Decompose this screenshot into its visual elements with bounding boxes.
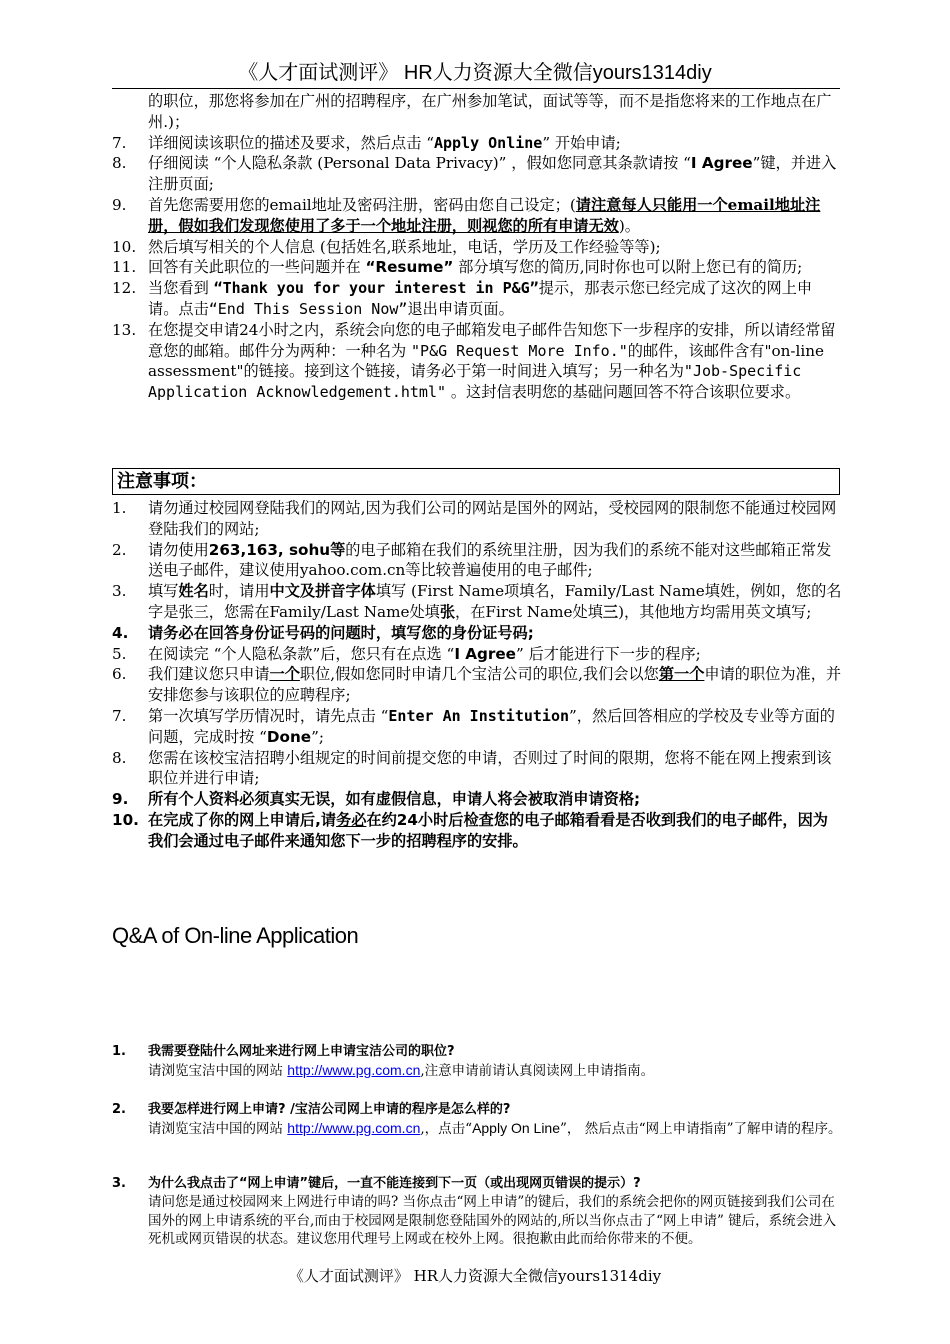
page-header: 《人才面试测评》 HR人力资源大全微信yours1314diy — [238, 62, 712, 84]
pg-website-link-2[interactable]: http://www.pg.com.cn — [287, 1120, 421, 1136]
notice-heading-box — [112, 468, 840, 495]
qa-item-1 — [112, 1043, 842, 1081]
qa-item-2 — [112, 1101, 842, 1139]
application-steps-list — [112, 91, 842, 403]
qa-question-2: 2. 我要怎样进行网上申请? /宝洁公司网上申请的程序是怎么样的? — [112, 1102, 511, 1117]
step-10: 10. 然后填写相关的个人信息 (包括姓名,联系地址，电话，学历及工作经验等等); — [112, 237, 661, 256]
notice-list — [112, 498, 842, 852]
step-6-continuation: 的职位，那您将参加在广州的招聘程序，在广州参加笔试，面试等等，而不是指您将来的工作地点在广州.)； — [148, 92, 832, 131]
step-7: 7. 详细阅读该职位的描述及要求，然后点击 “Apply Online” 开始申请; — [112, 133, 621, 152]
notice-6: 6. 我们建议您只申请一个职位,假如您同时申请几个宝洁公司的职位,我们会以您第一个申请的职位为准，并安排您参与该职位的应聘程序; — [112, 665, 842, 705]
qa-question-1: 1. 我需要登陆什么网址来进行网上申请宝洁公司的职位? — [112, 1044, 455, 1059]
qa-answer-3: 请问您是通过校园网来上网进行申请的吗? 当你点击“网上申请”的键后，我们的系统会把你的网页链接到我们公司在国外的网上申请系统的平台,而由于校园网是限制您登陆国外的网站的,所以当你点击了“网上申请” 键后，系统会进入死机或网页错误的状态。建议您用代理号上网或在校外上网。很抱歉由此而给你带来的不便。 — [148, 1194, 837, 1247]
notice-1: 1. 请勿通过校园网登陆我们的网站,因为我们公司的网站是国外的网站，受校园网的限制您不能通过校园网登陆我们的网站; — [112, 499, 837, 538]
step-13: 13. 在您提交申请24小时之内，系统会向您的电子邮箱发电子邮件告知您下一步程序的安排，所以请经常留意您的邮箱。邮件分为两种：一种名为 "P&G Request More Info."的邮件，该邮件含有"on-line assessment"的链接。接到这个链接，请务必于第一时间进入填写；另一种名为"Job-Specific Application Acknowledgement.html" 。这封信表明您的基础问题回答不符合该职位要求。 — [112, 320, 836, 402]
notice-9: 9. 所有个人资料必须真实无误，如有虚假信息，申请人将会被取消申请资格; — [112, 790, 641, 809]
notice-title: 注意事项： — [117, 471, 207, 492]
pg-website-link-1[interactable]: http://www.pg.com.cn — [287, 1062, 421, 1078]
notice-5: 5. 在阅读完 “个人隐私条款”后，您只有在点选 “I Agree” 后才能进行下一步的程序; — [112, 644, 701, 663]
notice-4: 4. 请务必在回答身份证号码的问题时，填写您的身份证号码; — [112, 623, 534, 642]
qa-answer-2: 请浏览宝洁中国的网站 http://www.pg.com.cn,，点击“Apply On Line”， 然后点击“网上申请指南”了解申请的程序。 — [148, 1120, 842, 1137]
notice-2: 2. 请勿使用263,163, sohu等的电子邮箱在我们的系统里注册，因为我们的系统不能对这些邮箱正常发送电子邮件，建议使用yahoo.com.cn等比较普遍使用的电子邮件; — [112, 540, 832, 580]
notice-3: 3. 填写姓名时，请用中文及拼音字体填写 (First Name项填名，Family/Last Name填姓，例如，您的名字是张三，您需在Family/Last Name处填张，在First Name处填三)，其他地方均需用英文填写; — [112, 582, 842, 621]
header-divider — [112, 88, 840, 89]
step-9: 9. 首先您需要用您的email地址及密码注册，密码由您自己设定；(请注意每人只能用一个email地址注册，假如我们发现您使用了多于一个地址注册，则视您的所有申请无效)。 — [112, 195, 821, 235]
page-footer: 《人才面试测评》 HR人力资源大全微信yours1314diy — [288, 1267, 662, 1285]
notice-7: 7. 第一次填写学历情况时，请先点击 “Enter An Institution”，然后回答相应的学校及专业等方面的问题，完成时按 “Done”; — [112, 706, 835, 746]
notice-10: 10. 在完成了你的网上申请后,请务必在约24小时后检查您的电子邮箱看看是否收到我们的电子邮件，因为我们会通过电子邮件来通知您下一步的招聘程序的安排。 — [112, 810, 828, 850]
qa-title: Q&A of On-line Application — [112, 923, 359, 948]
notice-8: 8. 您需在该校宝洁招聘小组规定的时间前提交您的申请，否则过了时间的限期，您将不能在网上搜索到该职位并进行申请; — [112, 748, 832, 788]
qa-answer-1: 请浏览宝洁中国的网站 http://www.pg.com.cn,注意申请前请认真阅读网上申请指南。 — [148, 1062, 655, 1079]
step-12: 12. 当您看到 “Thank you for your interest in P&G”提示，那表示您已经完成了这次的网上申请。点击“End This Session Now”退出申请页面。 — [112, 279, 813, 318]
step-11: 11. 回答有关此职位的一些问题并在 “Resume” 部分填写您的简历,同时你也可以附上您已有的简历; — [112, 258, 803, 277]
qa-item-3 — [112, 1175, 842, 1249]
qa-question-3: 3. 为什么我点击了“网上申请”键后，一直不能连接到下一页（或出现网页错误的提示）? — [112, 1176, 641, 1191]
step-8: 8. 仔细阅读 “个人隐私条款 (Personal Data Privacy)” ，假如您同意其条款请按 “I Agree”键，并进入注册页面; — [112, 154, 837, 194]
